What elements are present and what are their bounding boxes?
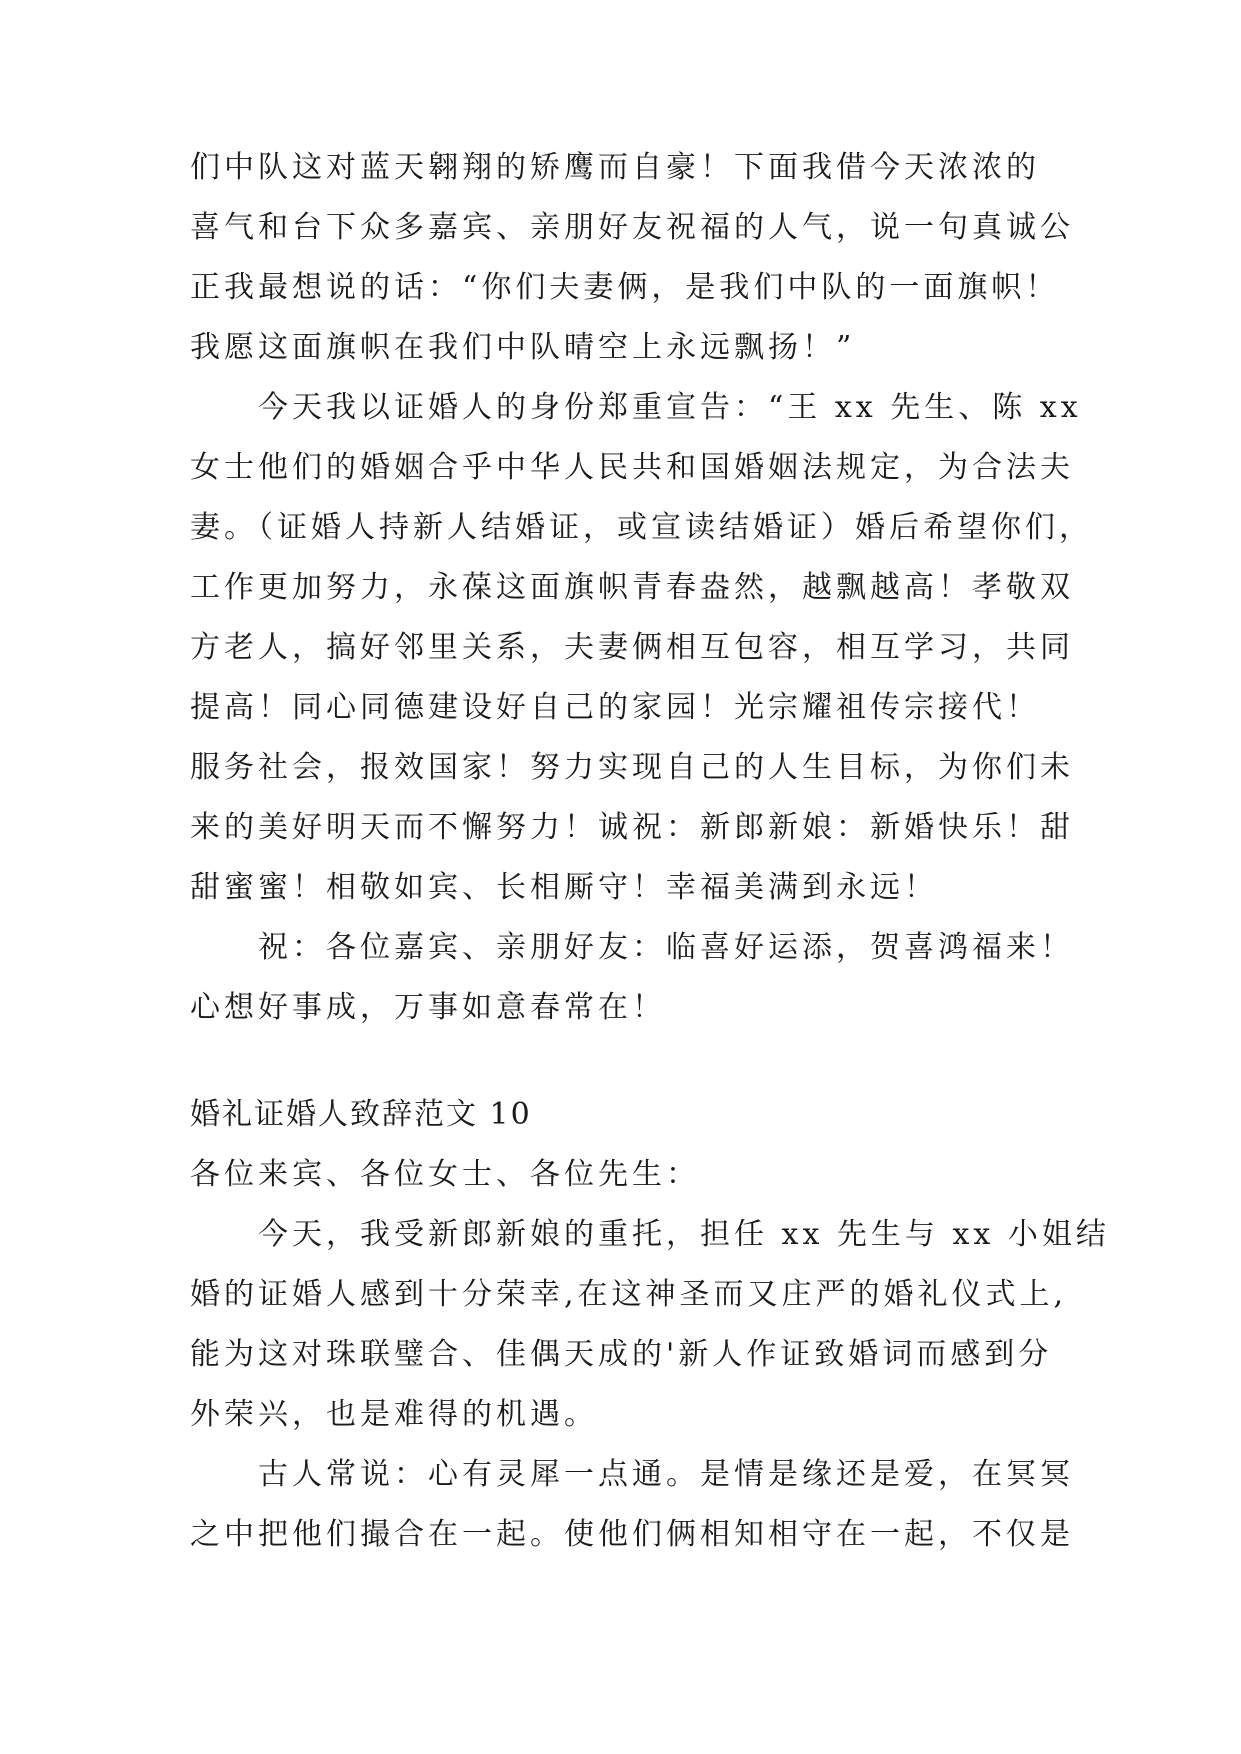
paragraph-line: 来的美好明天而不懈努力！诚祝：新郎新娘：新婚快乐！甜 bbox=[190, 810, 1074, 845]
paragraph-line: 们中队这对蓝天翱翔的矫鹰而自豪！下面我借今天浓浓的 bbox=[190, 150, 1040, 185]
paragraph-line: 祝：各位嘉宾、亲朋好友：临喜好运添，贺喜鸿福来！ bbox=[258, 930, 1074, 965]
paragraph-line: 妻。（证婚人持新人结婚证，或宣读结婚证）婚后希望你们， bbox=[190, 510, 1093, 545]
paragraph-line: 工作更加努力，永葆这面旗帜青春盎然，越飘越高！孝敬双 bbox=[190, 570, 1074, 605]
section-text-block bbox=[190, 1085, 1110, 1565]
paragraph-line: 我愿这面旗帜在我们中队晴空上永远飘扬！” bbox=[190, 330, 856, 365]
paragraph-line: 能为这对珠联璧合、佳偶天成的'新人作证致婚词而感到分 bbox=[190, 1337, 1053, 1372]
paragraph-line: 今天，我受新郎新娘的重托，担任 xx 先生与 xx 小姐结 bbox=[258, 1217, 1110, 1252]
paragraph-line: 甜蜜蜜！相敬如宾、长相厮守！幸福美满到永远！ bbox=[190, 870, 938, 905]
paragraph-line: 服务社会，报效国家！努力实现自己的人生目标，为你们未 bbox=[190, 750, 1074, 785]
section-title: 婚礼证婚人致辞范文 10 bbox=[190, 1097, 532, 1132]
speech-text-block bbox=[190, 138, 1093, 1038]
paragraph-line: 古人常说：心有灵犀一点通。是情是缘还是爱，在冥冥 bbox=[258, 1457, 1074, 1492]
salutation-line: 各位来宾、各位女士、各位先生： bbox=[190, 1157, 700, 1192]
paragraph-line: 方老人，搞好邻里关系，夫妻俩相互包容，相互学习，共同 bbox=[190, 630, 1074, 665]
paragraph-line: 正我最想说的话：“你们夫妻俩，是我们中队的一面旗帜！ bbox=[190, 270, 1060, 305]
paragraph-line: 心想好事成，万事如意春常在！ bbox=[190, 990, 666, 1025]
paragraph-line: 女士他们的婚姻合乎中华人民共和国婚姻法规定，为合法夫 bbox=[190, 450, 1074, 485]
paragraph-line: 外荣兴，也是难得的机遇。 bbox=[190, 1397, 598, 1432]
paragraph-line: 提高！同心同德建设好自己的家园！光宗耀祖传宗接代！ bbox=[190, 690, 1040, 725]
paragraph-line: 今天我以证婚人的身份郑重宣告：“王 xx 先生、陈 xx bbox=[258, 390, 1082, 425]
paragraph-line: 之中把他们撮合在一起。使他们俩相知相守在一起，不仅是 bbox=[190, 1517, 1074, 1552]
paragraph-line: 喜气和台下众多嘉宾、亲朋好友祝福的人气，说一句真诚公 bbox=[190, 210, 1074, 245]
paragraph-line: 婚的证婚人感到十分荣幸,在这神圣而又庄严的婚礼仪式上, bbox=[190, 1277, 1068, 1312]
